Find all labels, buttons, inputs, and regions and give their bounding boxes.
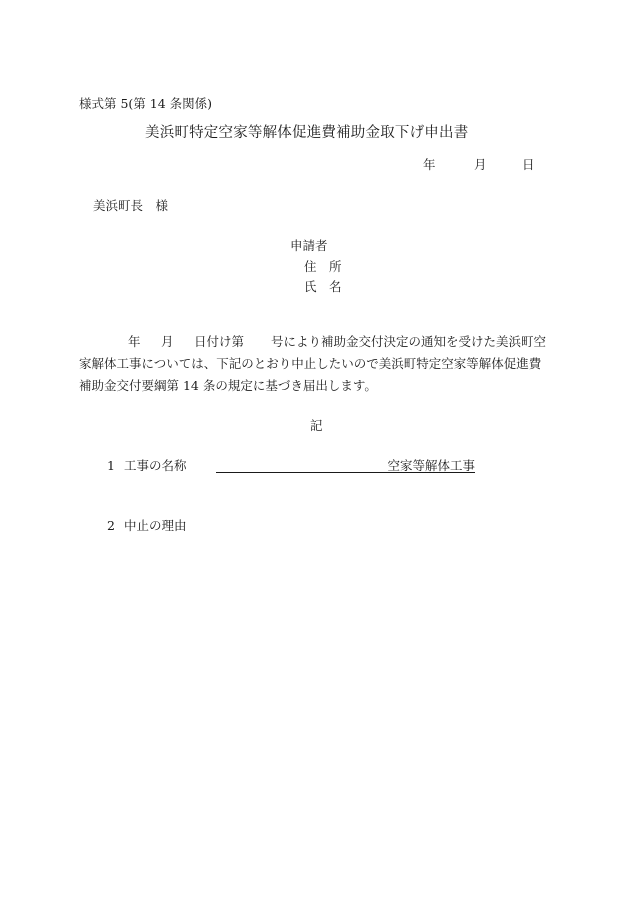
project-name-value: 空家等解体工事 [387, 458, 475, 473]
ki-heading: 記 [310, 418, 323, 433]
form-number: 様式第 5(第 14 条関係) [79, 96, 213, 111]
applicant-heading: 申請者 [290, 238, 328, 253]
body-year: 年 [128, 334, 141, 349]
item-1-number: 1 [107, 458, 115, 473]
addressee: 美浜町長 様 [93, 198, 169, 213]
date-month-label: 月 [474, 157, 487, 172]
item-2-label: 中止の理由 [124, 518, 187, 533]
body-day-ref: 日付け第 [194, 334, 245, 349]
body-line3: 補助金交付要綱第 14 条の規定に基づき届出します。 [79, 378, 377, 393]
body-line1-rest: 号により補助金交付決定の通知を受けた美浜町空 [271, 334, 547, 349]
body-month: 月 [161, 334, 174, 349]
date-day-label: 日 [522, 157, 535, 172]
item-2-number: 2 [107, 518, 115, 533]
project-name-field [216, 456, 475, 473]
item-1-label: 工事の名称 [124, 458, 187, 473]
applicant-name-label: 氏 名 [304, 279, 342, 294]
applicant-address-label: 住 所 [304, 259, 342, 274]
document-title: 美浜町特定空家等解体促進費補助金取下げ申出書 [145, 125, 469, 141]
date-year-label: 年 [423, 157, 436, 172]
body-line2: 家解体工事については、下記のとおり中止したいので美浜町特定空家等解体促進費 [79, 356, 542, 371]
